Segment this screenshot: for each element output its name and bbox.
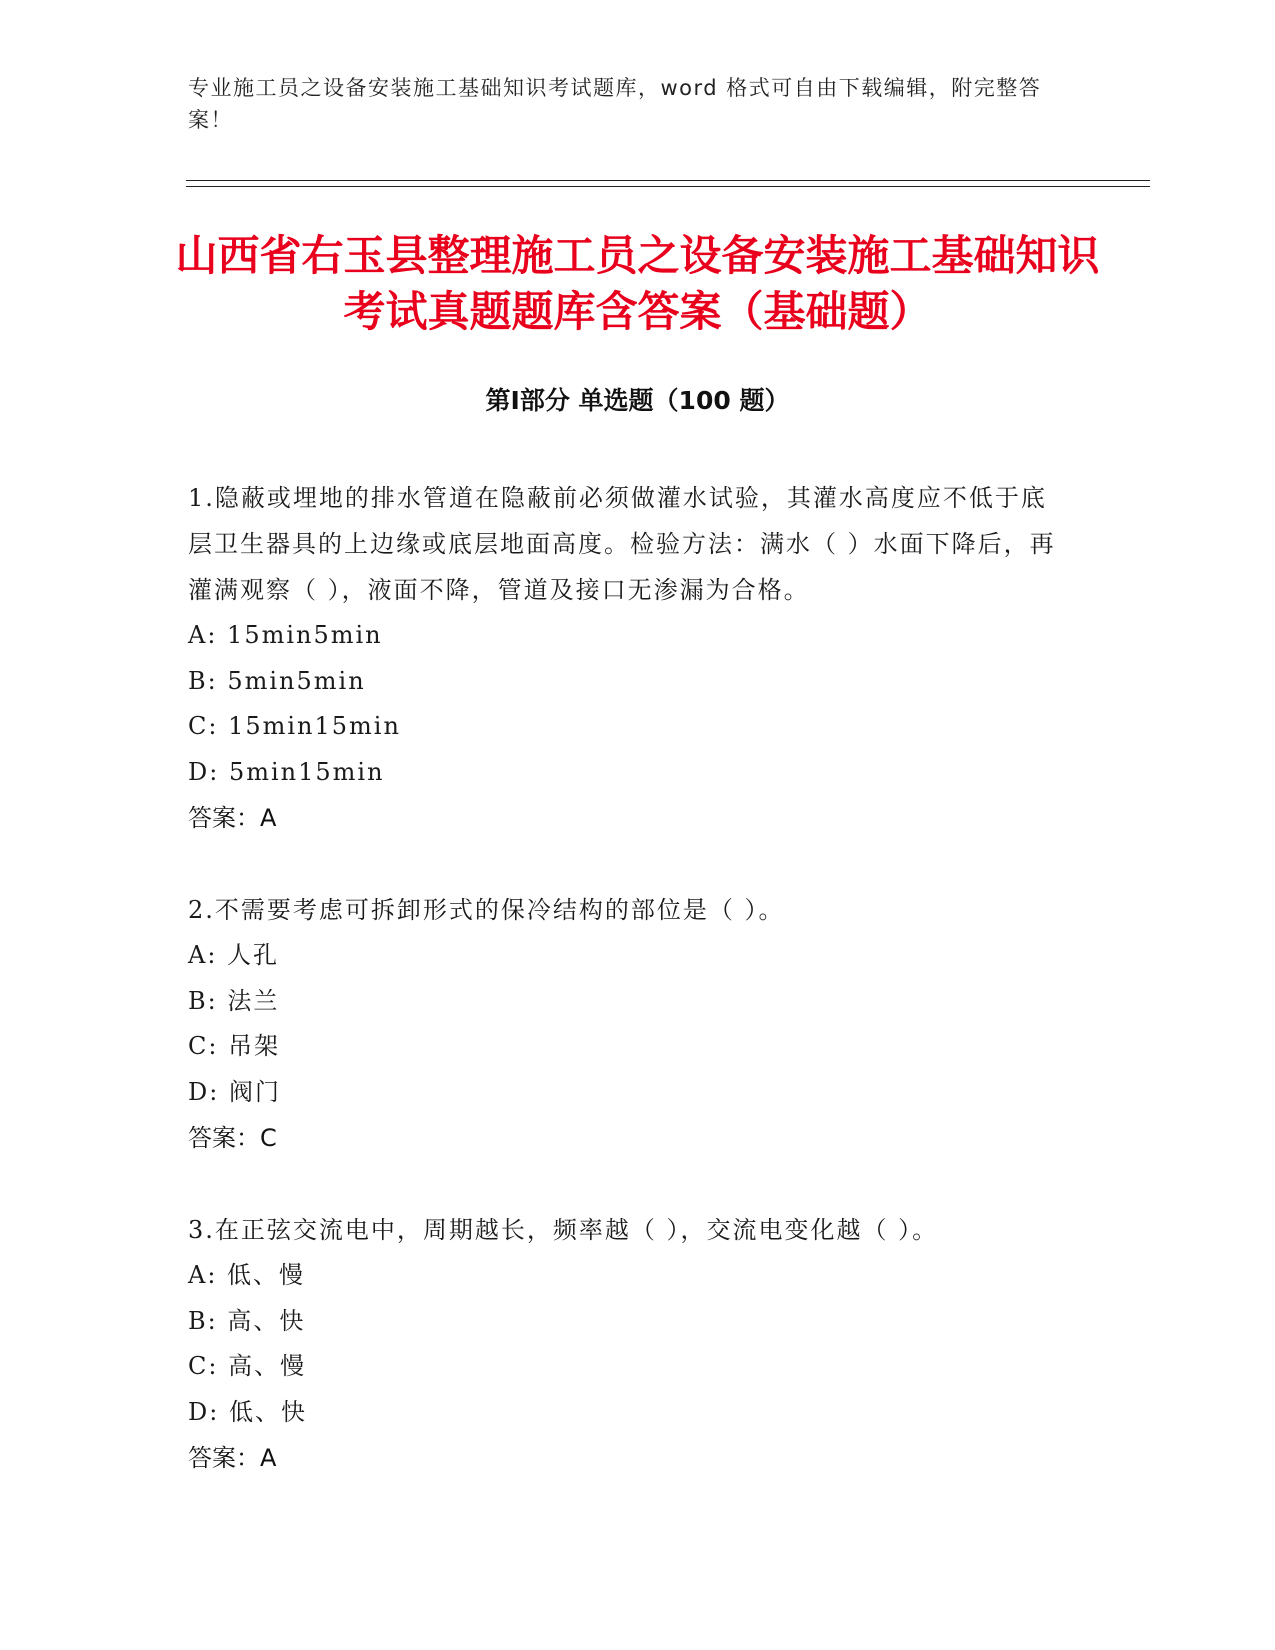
option-c: C: 吊架 xyxy=(188,1032,281,1060)
option-a: A: 低、慢 xyxy=(188,1261,306,1289)
option-b: B: 高、快 xyxy=(188,1306,306,1335)
option-d: D: 5min15min xyxy=(188,757,385,786)
answer: 答案：C xyxy=(188,1124,277,1152)
answer: 答案：A xyxy=(188,1444,277,1472)
option-a: A: 人孔 xyxy=(188,941,280,969)
option-d: D: 阀门 xyxy=(188,1077,281,1106)
question-stem: 1.隐蔽或埋地的排水管道在隐蔽前必须做灌水试验，其灌水高度应不低于底层卫生器具的上边缘或底层地面高度。检验方法：满水（ ）水面下降后，再灌满观察（ ），液面不降，管道及接口无渗漏为合格。 xyxy=(188,484,1056,604)
question-2 xyxy=(188,887,1068,1161)
question-list xyxy=(188,475,1068,1527)
option-list xyxy=(188,1253,1068,1435)
option-c: C: 高、慢 xyxy=(188,1352,307,1380)
option-d: D: 低、快 xyxy=(188,1397,307,1426)
option-list xyxy=(188,933,1068,1115)
header-rule-top xyxy=(186,180,1150,181)
section-title: 第Ⅰ部分 单选题（100 题） xyxy=(485,386,790,415)
question-1 xyxy=(188,475,1068,841)
option-b: B: 5min5min xyxy=(188,666,366,695)
header-note: 专业施工员之设备安装施工基础知识考试题库，word 格式可自由下载编辑，附完整答案！ xyxy=(188,76,1042,132)
question-stem: 2.不需要考虑可拆卸形式的保冷结构的部位是（ ）。 xyxy=(188,896,785,924)
option-a: A: 15min5min xyxy=(188,621,383,649)
question-stem: 3.在正弦交流电中，周期越长，频率越（ ），交流电变化越（ ）。 xyxy=(188,1216,939,1244)
document-title: 山西省右玉县整理施工员之设备安装施工基础知识考试真题题库含答案（基础题） xyxy=(175,231,1100,336)
header-rule-bottom xyxy=(186,186,1150,187)
option-list xyxy=(188,613,1068,795)
answer: 答案：A xyxy=(188,804,277,832)
option-c: C: 15min15min xyxy=(188,712,401,740)
question-3 xyxy=(188,1207,1068,1481)
option-b: B: 法兰 xyxy=(188,986,280,1015)
